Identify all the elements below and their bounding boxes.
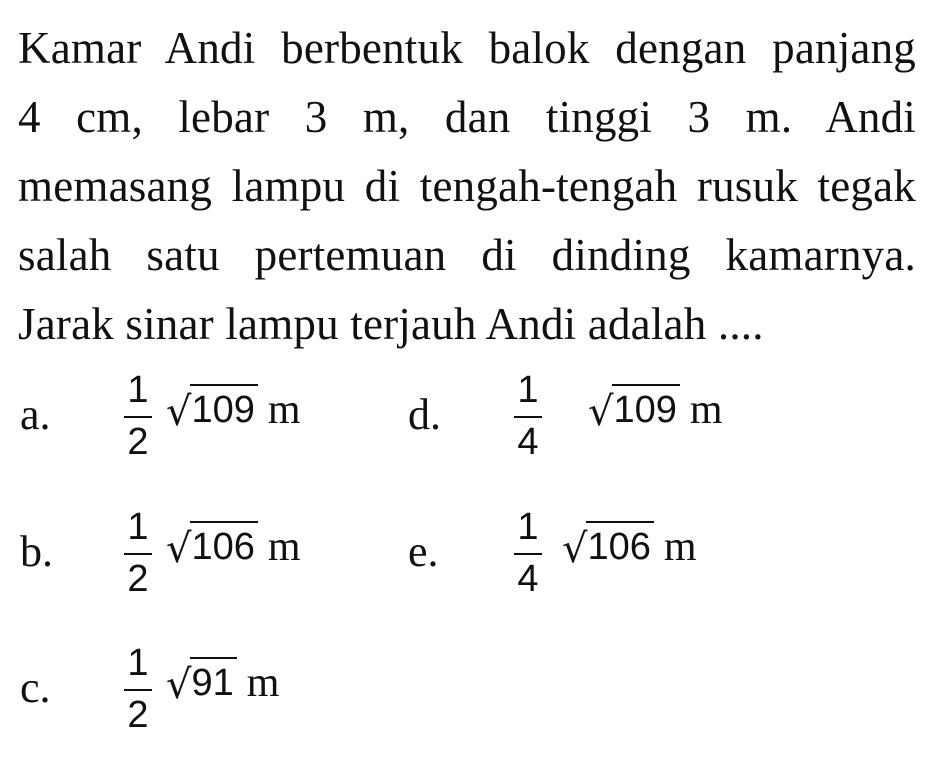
option-root [588, 382, 723, 438]
option-fraction [510, 368, 546, 468]
option-root [166, 655, 279, 711]
option-fraction [120, 641, 156, 741]
unit: m [267, 524, 301, 570]
unit: m [267, 387, 301, 433]
radical-icon: √ [166, 389, 192, 435]
option-d[interactable] [408, 368, 788, 468]
fraction-bar [124, 689, 152, 691]
option-letter: c. [20, 663, 51, 712]
option-letter: a. [20, 390, 51, 439]
question-line-1: Kamar Andi berbentuk balok dengan panjang [18, 23, 916, 73]
radical-icon: √ [166, 662, 192, 708]
fraction-denominator: 2 [127, 558, 149, 600]
unit: m [246, 660, 280, 706]
question-text [18, 14, 916, 359]
fraction-bar [514, 416, 542, 418]
fraction-bar [514, 553, 542, 555]
option-b[interactable] [20, 505, 360, 605]
option-letter: b. [20, 527, 53, 576]
radicand: 109 [190, 384, 258, 434]
radical-icon: √ [166, 526, 192, 572]
radicand: 91 [190, 657, 237, 707]
question-line-3: memasang lampu di tengah-tengah rusuk tegak [18, 161, 916, 211]
option-fraction [510, 505, 546, 605]
radicand: 106 [586, 521, 654, 571]
question-line-2: 4 cm, lebar 3 m, dan tinggi 3 m. Andi [18, 92, 916, 142]
question-line-5: Jarak sinar lampu terjauh Andi adalah .... [18, 299, 764, 349]
option-c[interactable] [20, 641, 360, 741]
fraction-numerator: 1 [127, 369, 149, 411]
radical-icon: √ [562, 526, 588, 572]
question-line-4: salah satu pertemuan di dinding kamarnya. [18, 230, 916, 280]
option-root [166, 519, 301, 575]
fraction-numerator: 1 [517, 506, 539, 548]
unit: m [689, 387, 723, 433]
option-letter: e. [408, 527, 439, 576]
fraction-bar [124, 553, 152, 555]
radicand: 109 [612, 384, 680, 434]
fraction-numerator: 1 [127, 506, 149, 548]
fraction-numerator: 1 [517, 369, 539, 411]
option-root [166, 382, 301, 438]
fraction-denominator: 4 [517, 421, 539, 463]
fraction-denominator: 4 [517, 558, 539, 600]
unit: m [663, 524, 697, 570]
option-letter: d. [408, 390, 441, 439]
option-fraction [120, 505, 156, 605]
radicand: 106 [190, 521, 258, 571]
option-a[interactable] [20, 368, 360, 468]
fraction-bar [124, 416, 152, 418]
option-e[interactable] [408, 505, 788, 605]
radical-icon: √ [588, 389, 614, 435]
option-fraction [120, 368, 156, 468]
fraction-numerator: 1 [127, 642, 149, 684]
option-root [562, 519, 697, 575]
fraction-denominator: 2 [127, 421, 149, 463]
fraction-denominator: 2 [127, 694, 149, 736]
